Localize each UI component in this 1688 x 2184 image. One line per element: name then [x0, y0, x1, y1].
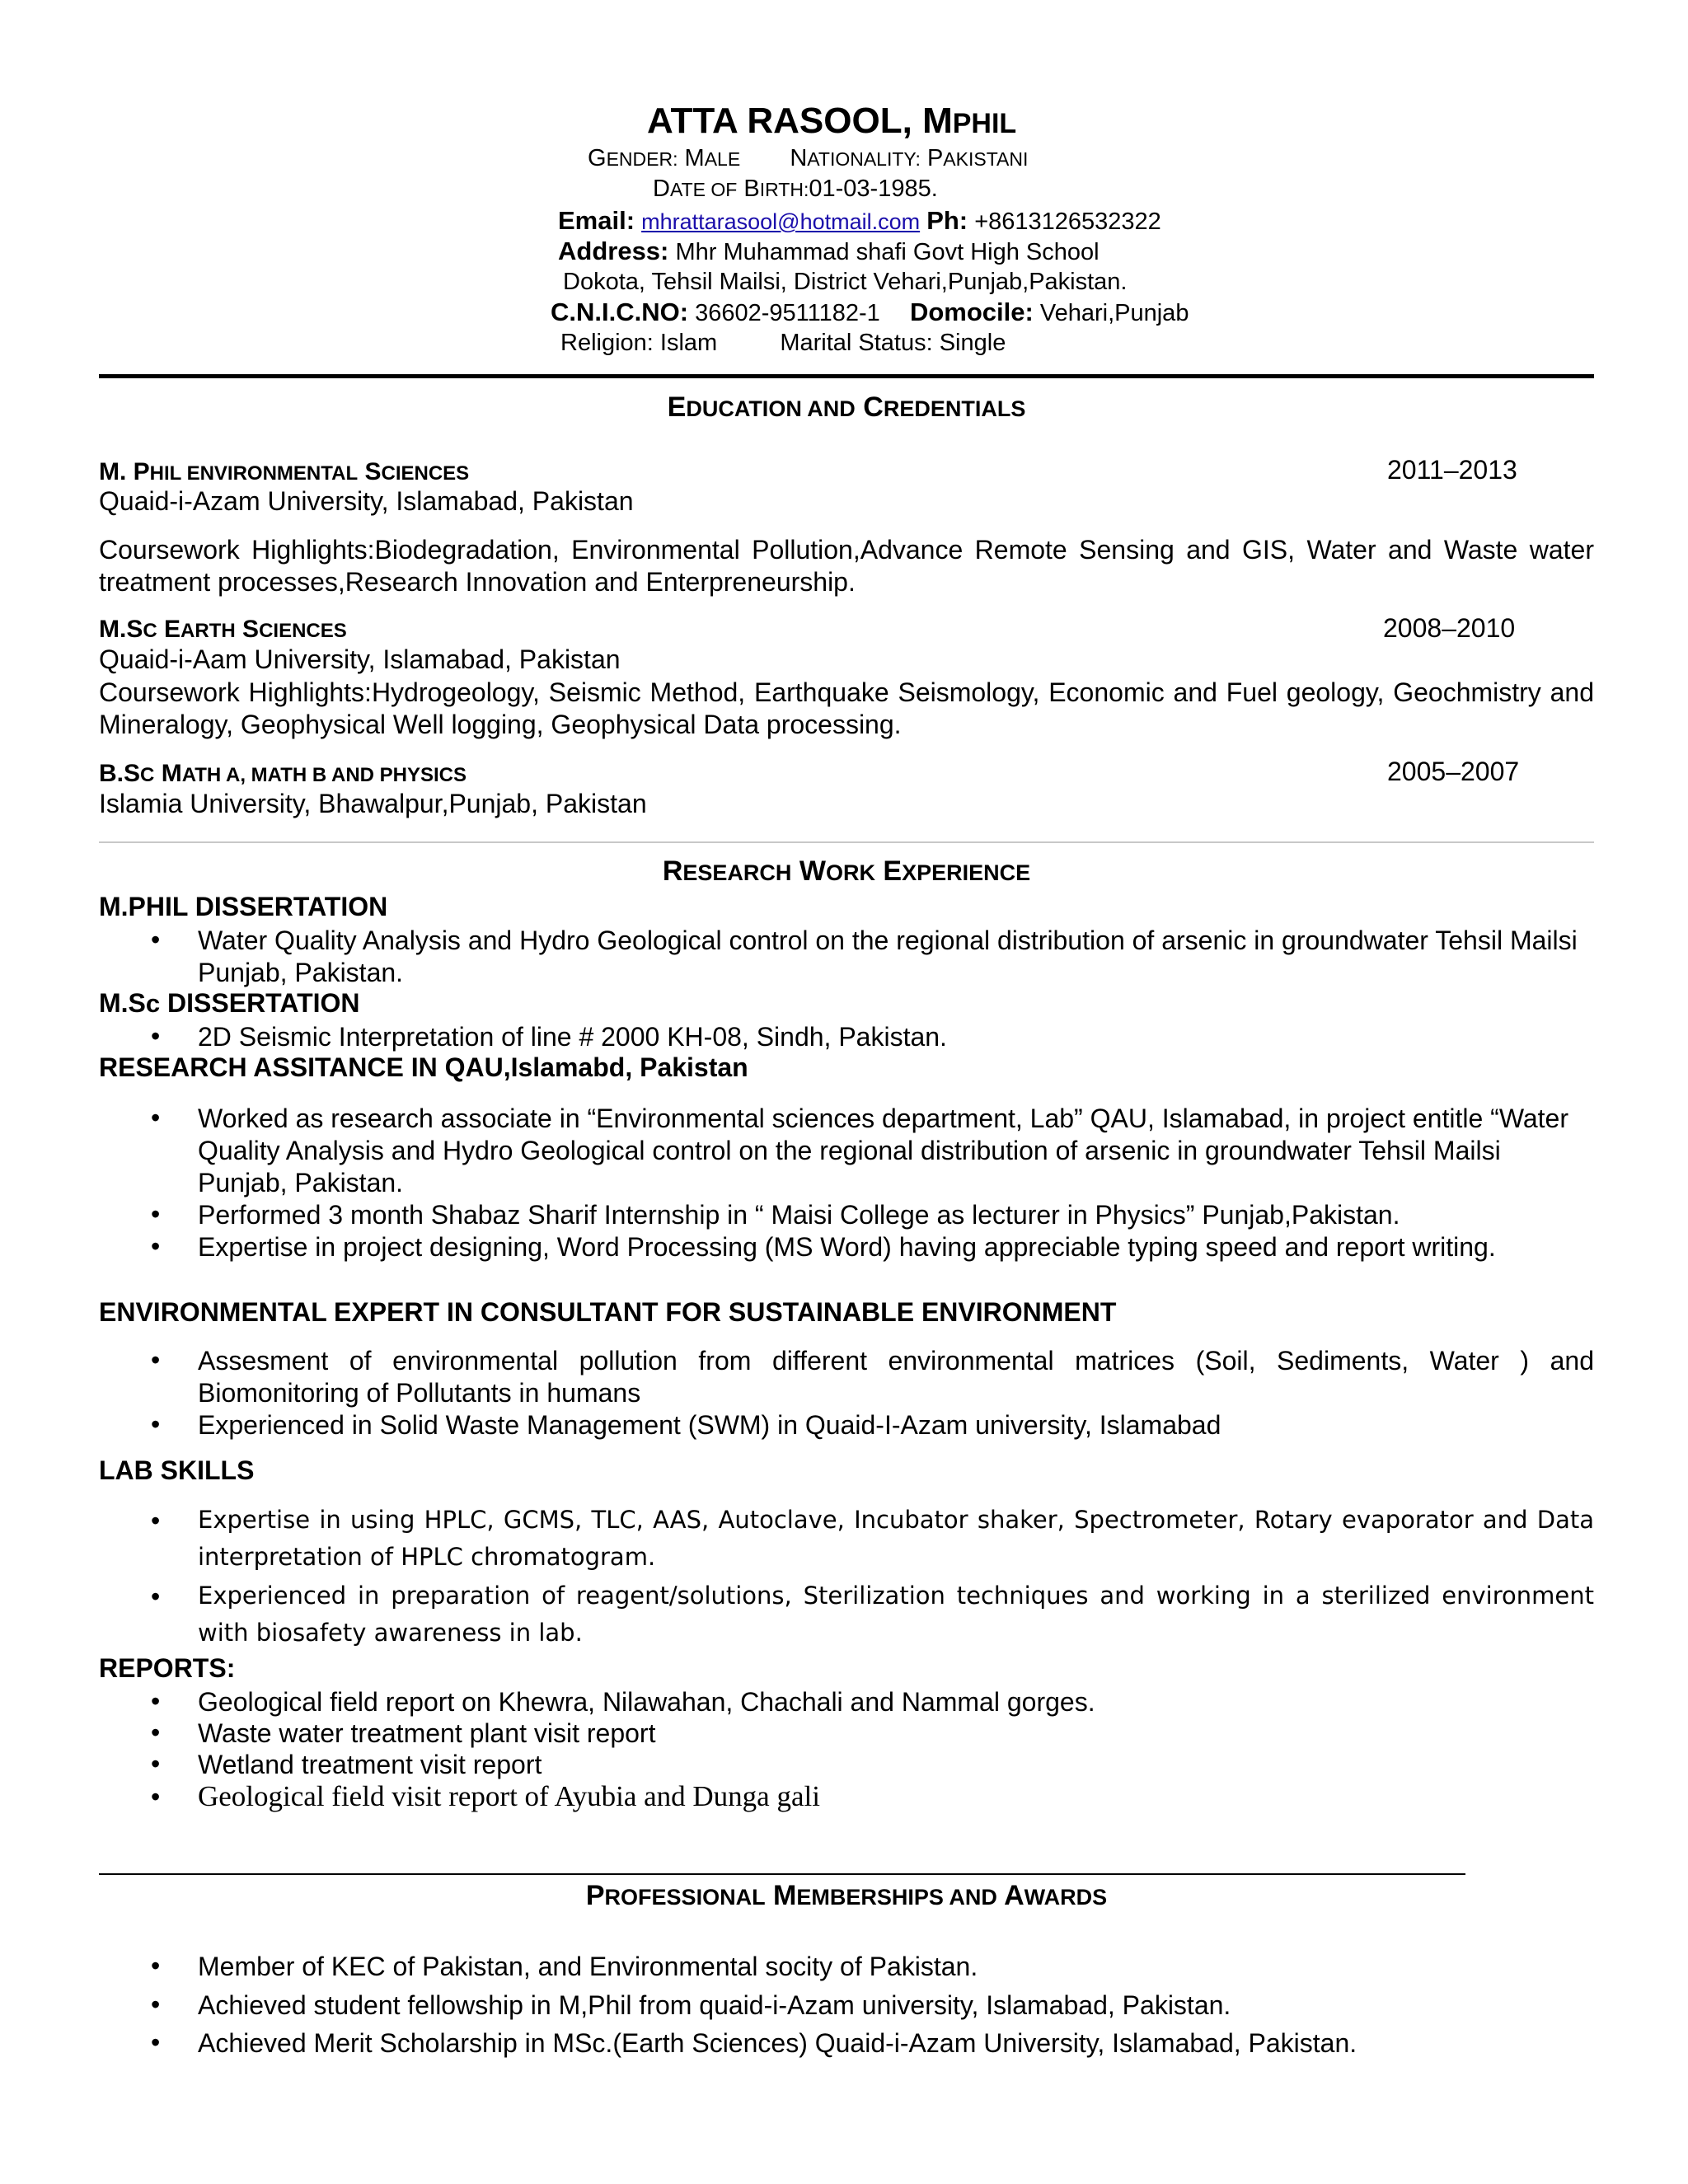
- phone-label: Ph:: [926, 206, 968, 235]
- marital-status: Marital Status: Single: [780, 330, 1006, 356]
- education-years-msc: 2008–2010: [1383, 613, 1516, 643]
- candidate-name: [647, 101, 1016, 142]
- list-bullet: •: [151, 1103, 161, 1132]
- list-bullet: •: [151, 1951, 161, 1980]
- education-degree-msc: M.SC EARTH SCIENCES: [99, 616, 347, 643]
- domicile-value: Vehari,Punjab: [1039, 300, 1189, 326]
- date-of-birth-line: DATE OF BIRTH:01-03-1985.: [653, 176, 938, 202]
- education-degree-mphil: M. PHIL ENVIRONMENTAL SCIENCES: [99, 458, 470, 485]
- education-years-bsc: 2005–2007: [1387, 757, 1520, 786]
- contact-line: [558, 206, 1161, 236]
- environmental-expert-heading: ENVIRONMENTAL EXPERT IN CONSULTANT FOR SUSTAINABLE ENVIRONMENT: [99, 1297, 1117, 1327]
- list-bullet: •: [151, 1749, 161, 1779]
- address-line-1: [558, 237, 1100, 266]
- list-bullet: •: [151, 925, 161, 954]
- report-item: Geological field visit report of Ayubia and Dunga gali: [198, 1780, 820, 1812]
- education-divider: [99, 841, 1594, 843]
- address-label: Address:: [558, 237, 669, 265]
- reports-heading: REPORTS:: [99, 1653, 236, 1683]
- cnic-value: 36602-9511182-1: [695, 300, 880, 326]
- education-school-msc: Quaid-i-Aam University, Islamabad, Pakistan: [99, 644, 621, 674]
- education-degree-bsc: B.SC MATH A, MATH B AND PHYSICS: [99, 760, 467, 787]
- list-bullet: •: [151, 1990, 161, 2019]
- mphil-dissertation-item: Water Quality Analysis and Hydro Geological control on the regional distribution of arsenic in groundwater Tehsil Mailsi Punjab, Pakistan.: [198, 926, 1578, 987]
- memberships-section-title: PROFESSIONAL MEMBERSHIPS AND AWARDS: [585, 1880, 1108, 1911]
- report-item: Waste water treatment plant visit report: [198, 1718, 656, 1748]
- education-years-mphil: 2011–2013: [1387, 455, 1517, 485]
- education-coursework-msc: Coursework Highlights:Hydrogeology, Seismic Method, Earthquake Seismology, Economic and Fuel geology, Geochmistry and Mineralogy, Geophysical Well logging, Geophysical Data processing.: [99, 677, 1594, 739]
- education-school-bsc: Islamia University, Bhawalpur,Punjab, Pakistan: [99, 789, 647, 818]
- lab-skills-item: Expertise in using HPLC, GCMS, TLC, AAS, Autoclave, Incubator shaker, Spectrometer, Rotary evaporator and Data interpretation of HPLC chromatogram.: [198, 1506, 1594, 1571]
- membership-item: Achieved Merit Scholarship in MSc.(Earth Sciences) Quaid-i-Azam University, Islamabad, Pakistan.: [198, 2028, 1357, 2058]
- email-link[interactable]: mhrattarasool@hotmail.com: [641, 209, 921, 234]
- religion: Religion: Islam: [560, 330, 718, 356]
- education-section-title: EDUCATION AND CREDENTIALS: [667, 391, 1026, 423]
- list-bullet: •: [151, 1199, 161, 1229]
- reports-divider: [99, 1873, 1465, 1875]
- email-label: Email:: [558, 206, 635, 235]
- domicile-label: Domocile:: [909, 298, 1034, 326]
- list-bullet: •: [151, 1231, 161, 1261]
- list-bullet: •: [151, 1582, 161, 1611]
- degree-rest: PHIL: [952, 108, 1017, 139]
- list-bullet: •: [151, 1345, 161, 1375]
- address-line-2: Dokota, Tehsil Mailsi, District Vehari,Punjab,Pakistan.: [563, 269, 1128, 295]
- lab-skills-item: Experienced in preparation of reagent/solutions, Sterilization techniques and working in a sterilized environment with biosafety awareness in lab.: [198, 1582, 1594, 1647]
- research-assistance-item: Worked as research associate in “Environmental sciences department, Lab” QAU, Islamabad, in project entitle “Water Quality Analysis and Hydro Geological control on the regional distribution of arsenic in groundwater Tehsil Mailsi Punjab, Pakistan.: [198, 1104, 1568, 1197]
- report-item: Wetland treatment visit report: [198, 1750, 542, 1779]
- research-assistance-item: Expertise in project designing, Word Processing (MS Word) having appreciable typing speed and report writing.: [198, 1232, 1496, 1262]
- dob-value: 01-03-1985.: [809, 176, 938, 202]
- list-bullet: •: [151, 1718, 161, 1747]
- mphil-dissertation-heading: M.PHIL DISSERTATION: [99, 892, 388, 921]
- report-item: Geological field report on Khewra, Nilawahan, Chachali and Nammal gorges.: [198, 1687, 1095, 1717]
- phone-value: +8613126532322: [974, 209, 1161, 235]
- lab-skills-heading: LAB SKILLS: [99, 1455, 255, 1485]
- msc-dissertation-item: 2D Seismic Interpretation of line # 2000 KH-08, Sindh, Pakistan.: [198, 1022, 947, 1052]
- name-text: ATTA RASOOL,: [647, 101, 912, 141]
- list-bullet: •: [151, 1782, 161, 1811]
- education-coursework-mphil: Coursework Highlights:Biodegradation, Environmental Pollution,Advance Remote Sensing and GIS, Water and Waste water treatment processes,Research Innovation and Enterpreneurship.: [99, 535, 1594, 597]
- list-bullet: •: [151, 2027, 161, 2057]
- gender-nationality-line: GENDER: MALE NATIONALITY: PAKISTANI: [588, 145, 1029, 171]
- environmental-item: Assesment of environmental pollution from different environmental matrices (Soil, Sediments, Water ) and Biomonitoring of Pollutants in humans: [198, 1346, 1594, 1408]
- address-value: Mhr Muhammad shafi Govt High School: [675, 239, 1100, 265]
- cnic-label: C.N.I.C.NO:: [551, 298, 689, 326]
- religion-marital-line: [560, 330, 1006, 357]
- membership-item: Achieved student fellowship in M,Phil from quaid-i-Azam university, Islamabad, Pakistan.: [198, 1990, 1231, 2020]
- research-assistance-item: Performed 3 month Shabaz Sharif Internship in “ Maisi College as lecturer in Physics” Punjab,Pakistan.: [198, 1200, 1400, 1230]
- environmental-item: Experienced in Solid Waste Management (SWM) in Quaid-I-Azam university, Islamabad: [198, 1410, 1221, 1440]
- list-bullet: •: [151, 1506, 161, 1535]
- msc-dissertation-heading: M.Sc DISSERTATION: [99, 988, 360, 1018]
- education-school-mphil: Quaid-i-Azam University, Islamabad, Pakistan: [99, 486, 634, 516]
- research-section-title: RESEARCH WORK EXPERIENCE: [662, 855, 1031, 887]
- cnic-domicile-line: [551, 298, 1189, 327]
- list-bullet: •: [151, 1686, 161, 1716]
- list-bullet: •: [151, 1021, 161, 1051]
- degree-initial: M: [922, 101, 953, 141]
- membership-item: Member of KEC of Pakistan, and Environmental socity of Pakistan.: [198, 1952, 978, 1981]
- list-bullet: •: [151, 1409, 161, 1439]
- research-assistance-heading: RESEARCH ASSITANCE IN QAU,Islamabd, Pakistan: [99, 1052, 748, 1082]
- header-divider: [99, 374, 1594, 378]
